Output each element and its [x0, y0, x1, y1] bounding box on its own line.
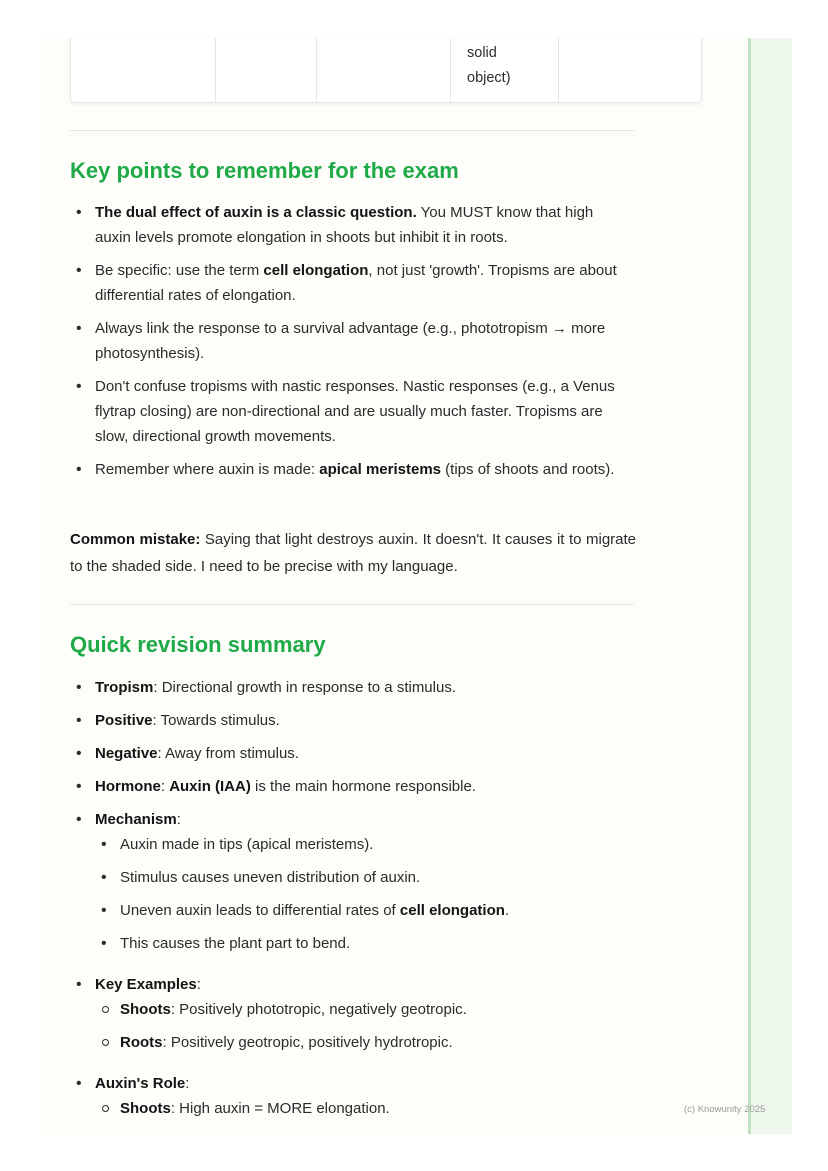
bold-text: apical meristems — [319, 461, 442, 478]
bold-text: cell elongation — [263, 262, 369, 279]
summary-list — [70, 675, 630, 1137]
nested-list-item — [95, 898, 630, 923]
bold-text: Tropism — [95, 679, 154, 696]
table-fragment — [70, 38, 702, 103]
text-run: : — [176, 811, 181, 828]
bold-text: Auxin's Role — [95, 1075, 186, 1092]
table-cell — [317, 38, 451, 102]
text-run: (tips of shoots and roots). — [441, 461, 615, 478]
list-item — [70, 774, 630, 799]
list-item — [70, 675, 630, 700]
list-item — [70, 807, 630, 956]
text-run: Remember where auxin is made: — [95, 461, 320, 478]
nested-list — [95, 832, 630, 956]
nested-list-item — [95, 931, 630, 956]
section-divider — [70, 130, 634, 131]
bold-text: cell elongation — [399, 902, 505, 919]
bold-text: Shoots — [120, 1001, 171, 1018]
text-run: : Away from stimulus. — [157, 745, 299, 762]
text-run: This causes the plant part to bend. — [120, 935, 351, 952]
page-side-band — [748, 38, 792, 1134]
list-item — [70, 374, 630, 449]
list-item — [70, 316, 630, 366]
text-run: Don't confuse tropisms with nastic responses. Nastic responses (e.g., a Venus flytrap closing) are non-directional and are usually much faster. Tropisms are slow, directional growth movements. — [95, 378, 615, 445]
list-item — [70, 741, 630, 766]
nested-list-item — [95, 865, 630, 890]
text-run: Stimulus causes uneven distribution of auxin. — [120, 869, 421, 886]
bold-text: Positive — [95, 712, 153, 729]
nested-list-item — [95, 997, 630, 1022]
section-divider — [70, 604, 634, 605]
table-cell — [216, 38, 317, 102]
nested-list-item — [95, 1030, 630, 1055]
copyright-footer: (c) Knowunity 2025 — [684, 1104, 766, 1115]
text-run: Uneven auxin leads to differential rates of — [120, 902, 400, 919]
bold-text: Roots — [120, 1034, 163, 1051]
text-run: : Positively phototropic, negatively geotropic. — [170, 1001, 467, 1018]
table-cell: solid object) — [451, 38, 559, 102]
nested-list-item — [95, 832, 630, 857]
text-run: . — [504, 902, 510, 919]
nested-list — [95, 1096, 630, 1121]
bold-text: The dual effect of auxin is a classic question. — [95, 204, 417, 221]
text-run: Auxin made in tips (apical meristems). — [120, 836, 374, 853]
nested-list — [95, 997, 630, 1055]
table-cell — [559, 38, 701, 102]
common-mistake-paragraph — [70, 526, 636, 580]
bold-text: Auxin (IAA) — [169, 778, 251, 795]
nested-list-item — [95, 1096, 630, 1121]
common-mistake-label: Common mistake: — [70, 531, 201, 548]
list-item — [70, 1071, 630, 1121]
exam-heading: Key points to remember for the exam — [70, 158, 459, 183]
bold-text: Negative — [95, 745, 158, 762]
bold-text: Shoots — [120, 1100, 171, 1117]
bold-text: Mechanism — [95, 811, 177, 828]
list-item — [70, 258, 630, 308]
text-run: is the main hormone responsible. — [250, 778, 476, 795]
bold-text: Hormone — [95, 778, 161, 795]
table-cell — [71, 38, 216, 102]
text-run: Always link the response to a survival advantage (e.g., phototropism → more photosynthesis). — [95, 320, 606, 362]
text-run: , not just 'growth'. Tropisms are about differential rates of elongation. — [95, 262, 617, 304]
list-item — [70, 457, 630, 482]
list-item — [70, 972, 630, 1055]
text-run: : Towards stimulus. — [152, 712, 280, 729]
text-run: : — [196, 976, 201, 993]
text-run: : — [160, 778, 170, 795]
exam-points-list — [70, 200, 630, 482]
summary-heading: Quick revision summary — [70, 632, 326, 657]
text-run: : Positively geotropic, positively hydrotropic. — [162, 1034, 453, 1051]
list-item — [70, 200, 630, 250]
text-run: : — [185, 1075, 190, 1092]
bold-text: Key Examples — [95, 976, 197, 993]
text-run: You MUST know that high auxin levels promote elongation in shoots but inhibit it in roots. — [95, 204, 594, 246]
list-item — [70, 708, 630, 733]
common-mistake-text: Saying that light destroys auxin. It doesn't. It causes it to migrate to the shaded side. I need to be precise with my language. — [70, 531, 637, 575]
text-run: : Directional growth in response to a stimulus. — [153, 679, 456, 696]
text-run: : High auxin = MORE elongation. — [170, 1100, 390, 1117]
text-run: Be specific: use the term — [95, 262, 264, 279]
